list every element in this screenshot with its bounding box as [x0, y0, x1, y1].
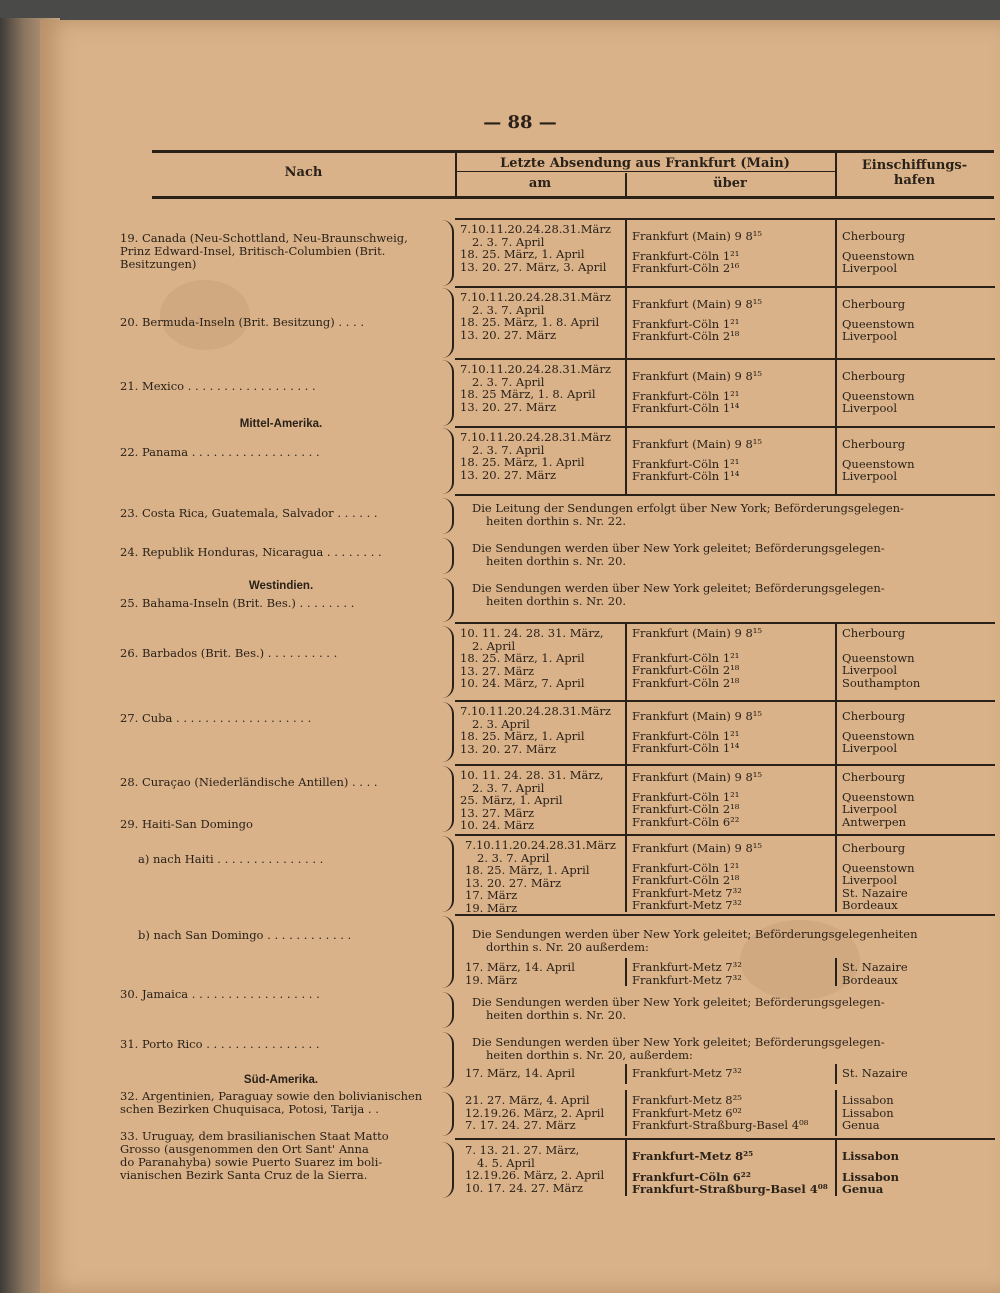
brace [438, 836, 454, 912]
row-25-note: Die Sendungen werden über New York geleitet; Beförderungsgelegen- heiten dorthin s. Nr. 20. [472, 581, 885, 608]
section-sued-amerika: Süd-Amerika. [243, 1074, 319, 1086]
destination-33: 33. Uruguay, dem brasilianischen Staat Matto Grosso (ausgenommen den Ort Sant' Anna do Paranahyba) sowie Puerto Suarez im boli- vianischen Bezirk Santa Cruz de la Sierra. [120, 1129, 389, 1182]
row-19-ueber: Frankfurt (Main) 9 8¹⁵ Frankfurt-Cöln 1²¹ Frankfurt-Cöln 2¹⁶ [632, 229, 762, 275]
row-separator [455, 494, 995, 496]
column-header-einschiffung: Einschiffungs- [861, 158, 968, 173]
row-19-am: 7.10.11.20.24.28.31.März 2. 3. 7. April 18. 25. März, 1. April 13. 20. 27. März, 3. April [460, 222, 611, 274]
row-30-note: Die Sendungen werden über New York geleitet; Beförderungsgelegen- heiten dorthin s. Nr. 20. [472, 995, 885, 1022]
brace [438, 1092, 454, 1136]
brace [438, 1142, 454, 1198]
row-29a-hafen: Cherbourg Queenstown Liverpool St. Nazaire Bordeaux [842, 841, 915, 912]
row-31-am: 17. März, 14. April [465, 1066, 575, 1080]
brace [438, 766, 454, 832]
row-22-am: 7.10.11.20.24.28.31.März 2. 3. 7. April 18. 25. März, 1. April 13. 20. 27. März [460, 430, 611, 482]
row-27-hafen: Cherbourg Queenstown Liverpool [842, 709, 915, 755]
row-29b-note: Die Sendungen werden über New York geleitet; Beförderungsgelegenheiten dorthin s. Nr. 20 außerdem: [472, 927, 918, 954]
row-20-hafen: Cherbourg Queenstown Liverpool [842, 297, 915, 343]
column-divider [835, 1140, 837, 1196]
header-top-rule [152, 150, 994, 153]
header-bottom-rule [152, 196, 994, 199]
row-separator [455, 914, 995, 916]
row-21-ueber: Frankfurt (Main) 9 8¹⁵ Frankfurt-Cöln 1²¹ Frankfurt-Cöln 1¹⁴ [632, 369, 762, 415]
destination-29a: a) nach Haiti . . . . . . . . . . . . . . . [138, 852, 324, 866]
row-separator [455, 700, 995, 702]
row-26-hafen: Cherbourg Queenstown Liverpool Southampton [842, 626, 921, 690]
column-divider [625, 1064, 627, 1084]
row-28-hafen: Cherbourg Queenstown Liverpool Antwerpen [842, 770, 915, 829]
destination-22: 22. Panama . . . . . . . . . . . . . . . . . . [120, 445, 320, 459]
row-separator [455, 286, 995, 288]
column-divider [835, 220, 837, 494]
row-21-hafen: Cherbourg Queenstown Liverpool [842, 369, 915, 415]
section-mittel-amerika: Mittel-Amerika. [239, 418, 323, 430]
column-divider [625, 220, 627, 494]
row-separator [455, 218, 995, 220]
row-20-am: 7.10.11.20.24.28.31.März 2. 3. 7. April 18. 25. März, 1. 8. April 13. 20. 27. März [460, 290, 611, 342]
column-divider [835, 1090, 837, 1136]
row-20-ueber: Frankfurt (Main) 9 8¹⁵ Frankfurt-Cöln 1²¹ Frankfurt-Cöln 2¹⁸ [632, 297, 762, 343]
destination-23: 23. Costa Rica, Guatemala, Salvador . . . . . . [120, 506, 378, 520]
row-29b-ueber: Frankfurt-Metz 7³² Frankfurt-Metz 7³² [632, 960, 742, 987]
row-23-note: Die Leitung der Sendungen erfolgt über New York; Beförderungsgelegen- heiten dorthin s. Nr. 22. [472, 501, 904, 528]
row-33-am: 7. 13. 21. 27. März, 4. 5. April 12.19.26. März, 2. April 10. 17. 24. 27. März [465, 1143, 605, 1195]
destination-32: 32. Argentinien, Paraguay sowie den bolivianischen schen Bezirken Chuquisaca, Potosi, Tarija . . [120, 1089, 423, 1116]
row-separator [455, 1138, 995, 1140]
destination-27: 27. Cuba . . . . . . . . . . . . . . . . . . . [120, 711, 312, 725]
column-divider [625, 624, 627, 912]
brace [438, 992, 454, 1028]
row-separator [455, 834, 995, 836]
row-22-ueber: Frankfurt (Main) 9 8¹⁵ Frankfurt-Cöln 1²¹ Frankfurt-Cöln 1¹⁴ [632, 437, 762, 483]
row-24-note: Die Sendungen werden über New York geleitet; Beförderungsgelegen- heiten dorthin s. Nr. 20. [472, 541, 885, 568]
row-33-ueber: Frankfurt-Metz 8²⁵ Frankfurt-Cöln 6²² Frankfurt-Straßburg-Basel 4⁰⁸ [632, 1149, 828, 1196]
column-header-letzte-absendung: Letzte Absendung aus Frankfurt (Main) [500, 156, 790, 171]
column-divider [625, 1140, 627, 1196]
row-29b-am: 17. März, 14. April 19. März [465, 960, 575, 987]
destination-29: 29. Haiti-San Domingo [120, 817, 253, 831]
row-32-am: 21. 27. März, 4. April 12.19.26. März, 2. April 7. 17. 24. 27. März [465, 1093, 605, 1132]
row-31-hafen: St. Nazaire [842, 1066, 908, 1080]
row-28-ueber: Frankfurt (Main) 9 8¹⁵ Frankfurt-Cöln 1²¹ Frankfurt-Cöln 2¹⁸ Frankfurt-Cöln 6²² [632, 770, 762, 829]
destination-21: 21. Mexico . . . . . . . . . . . . . . . . . . [120, 379, 316, 393]
brace [438, 428, 454, 494]
row-29a-ueber: Frankfurt (Main) 9 8¹⁵ Frankfurt-Cöln 1²¹ Frankfurt-Cöln 2¹⁸ Frankfurt-Metz 7³² Frankfurt-Metz 7³² [632, 841, 762, 912]
destination-26: 26. Barbados (Brit. Bes.) . . . . . . . . . . [120, 646, 338, 660]
section-westindien: Westindien. [248, 580, 314, 592]
row-separator [455, 622, 995, 624]
column-header-hafen: hafen [893, 173, 936, 188]
row-26-ueber: Frankfurt (Main) 9 8¹⁵ Frankfurt-Cöln 1²¹ Frankfurt-Cöln 2¹⁸ Frankfurt-Cöln 2¹⁸ [632, 626, 762, 690]
column-divider [625, 958, 627, 986]
destination-30: 30. Jamaica . . . . . . . . . . . . . . . . . . [120, 987, 320, 1001]
destination-25: 25. Bahama-Inseln (Brit. Bes.) . . . . . . . . [120, 596, 355, 610]
row-26-am: 10. 11. 24. 28. 31. März, 2. April 18. 25. März, 1. April 13. 27. März 10. 24. März, 7. April [460, 626, 604, 690]
column-divider [835, 1064, 837, 1084]
row-29a-am: 7.10.11.20.24.28.31.März 2. 3. 7. April 18. 25. März, 1. April 13. 20. 27. März 17. März 19. März [465, 838, 616, 915]
destination-31: 31. Porto Rico . . . . . . . . . . . . . . . . [120, 1037, 320, 1051]
destination-20: 20. Bermuda-Inseln (Brit. Besitzung) . . . . [120, 315, 364, 329]
row-27-ueber: Frankfurt (Main) 9 8¹⁵ Frankfurt-Cöln 1²¹ Frankfurt-Cöln 1¹⁴ [632, 709, 762, 755]
brace [438, 626, 454, 698]
destination-19: 19. Canada (Neu-Schottland, Neu-Braunschweig, Prinz Edward-Insel, Britisch-Columbien (Brit. Besitzungen) [120, 231, 408, 271]
destination-24: 24. Republik Honduras, Nicaragua . . . . . . . . [120, 545, 382, 559]
column-header-am: am [528, 176, 552, 191]
column-divider [835, 624, 837, 912]
row-33-hafen: Lissabon Lissabon Genua [842, 1149, 899, 1196]
brace [438, 360, 454, 426]
row-27-am: 7.10.11.20.24.28.31.März 2. 3. April 18. 25. März, 1. April 13. 20. 27. März [460, 704, 611, 756]
row-separator [455, 764, 995, 766]
row-32-ueber: Frankfurt-Metz 8²⁵ Frankfurt-Metz 6⁰² Frankfurt-Straßburg-Basel 4⁰⁸ [632, 1093, 809, 1132]
brace [438, 702, 454, 762]
brace [438, 1032, 454, 1088]
column-header-nach: Nach [284, 165, 323, 180]
row-separator [455, 426, 995, 428]
brace [438, 578, 454, 622]
row-32-hafen: Lissabon Lissabon Genua [842, 1093, 894, 1132]
book-page [40, 20, 1000, 1293]
destination-28: 28. Curaçao (Niederländische Antillen) . . . . [120, 775, 378, 789]
brace [438, 220, 454, 286]
row-19-hafen: Cherbourg Queenstown Liverpool [842, 229, 915, 275]
row-31-ueber: Frankfurt-Metz 7³² [632, 1066, 742, 1080]
header-mid-rule [455, 171, 835, 172]
column-divider [835, 958, 837, 986]
column-header-ueber: über [713, 176, 747, 191]
row-separator [455, 358, 995, 360]
brace [438, 538, 454, 574]
destination-29b: b) nach San Domingo . . . . . . . . . . . . [138, 928, 352, 942]
row-28-am: 10. 11. 24. 28. 31. März, 2. 3. 7. April 25. März, 1. April 13. 27. März 10. 24. März [460, 768, 604, 832]
row-31-note: Die Sendungen werden über New York geleitet; Beförderungsgelegen- heiten dorthin s. Nr. 20, außerdem: [472, 1035, 885, 1062]
brace [438, 288, 454, 358]
page-number: — 88 — [483, 112, 557, 133]
row-29b-hafen: St. Nazaire Bordeaux [842, 960, 908, 987]
brace [438, 916, 454, 988]
row-21-am: 7.10.11.20.24.28.31.März 2. 3. 7. April 18. 25 März, 1. 8. April 13. 20. 27. März [460, 362, 611, 414]
column-divider [625, 1090, 627, 1136]
row-22-hafen: Cherbourg Queenstown Liverpool [842, 437, 915, 483]
brace [438, 498, 454, 534]
